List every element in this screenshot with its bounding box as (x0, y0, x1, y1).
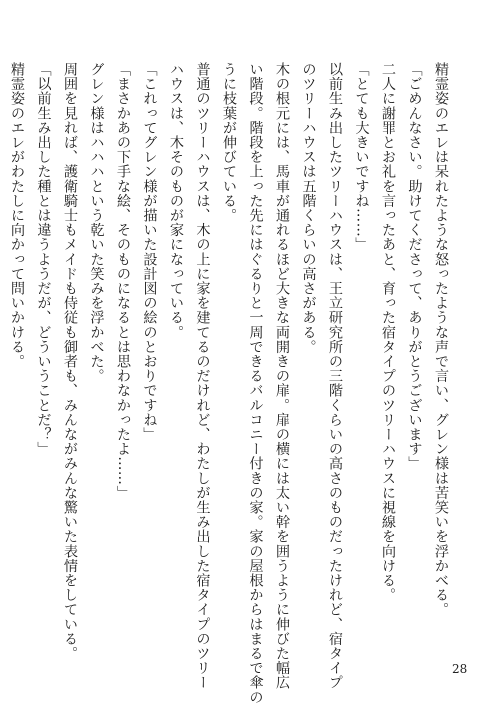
text-column-7: 木の根元には、馬車が通れるほど大きな両開きの扉。扉の横には太い幹を囲うように伸びた幅広 (274, 62, 290, 690)
vertical-text-body (4, 62, 455, 705)
text-column-15: 周囲を見れば、護衛騎士もメイドも侍従も御者も、みんながみんな驚いた表情をしている。 (62, 62, 78, 661)
text-column-10: 普通のツリーハウスは、木の上に家を建てるのだけれど、わたしが生み出した宿タイプのツリー (194, 62, 211, 690)
text-column-9: うに枝葉が伸びている。 (221, 62, 237, 223)
text-column-3: 二人に謝罪とお礼を言ったあと、育った宿タイプのツリーハウスに視線を向ける。 (380, 62, 396, 603)
text-column-2: 「ごめんなさい。助けてくださって、ありがとうございます」 (406, 62, 423, 471)
text-column-1: 精霊姿のエレは呆れたような怒ったような声で言い、グレン様は苦笑いを浮かべる。 (433, 62, 449, 617)
text-column-5: 以前生み出したツリーハウスは、王立研究所の三階くらいの高さのものだったけれど、宿タイプ (327, 62, 343, 690)
text-column-4: 「とても大きいですね……」 (353, 62, 370, 252)
text-column-13: 「まさかあの下手な絵、そのものになるとは思わなかったよ……」 (115, 62, 131, 500)
text-column-11: ハウスは、木そのものが家になっている。 (168, 62, 184, 340)
page-number: 28 (452, 662, 468, 676)
text-column-8: い階段。階段を上った先にはぐるりと一周できるバルコニー付きの家。家の屋根からはまるで傘の (247, 62, 264, 705)
text-column-17: 精霊姿のエレがわたしに向かって問いかける。 (9, 62, 25, 369)
text-column-6: のツリーハウスは五階くらいの高さがある。 (300, 62, 317, 354)
text-column-14: グレン様はハハハという乾いた笑みを浮かべた。 (88, 62, 105, 384)
text-column-12: 「これってグレン様が描いた設計図の絵のとおりですね」 (141, 62, 158, 442)
text-column-16: 「以前生み出した種とは違うようだが、どういうことだ？」 (35, 62, 52, 457)
